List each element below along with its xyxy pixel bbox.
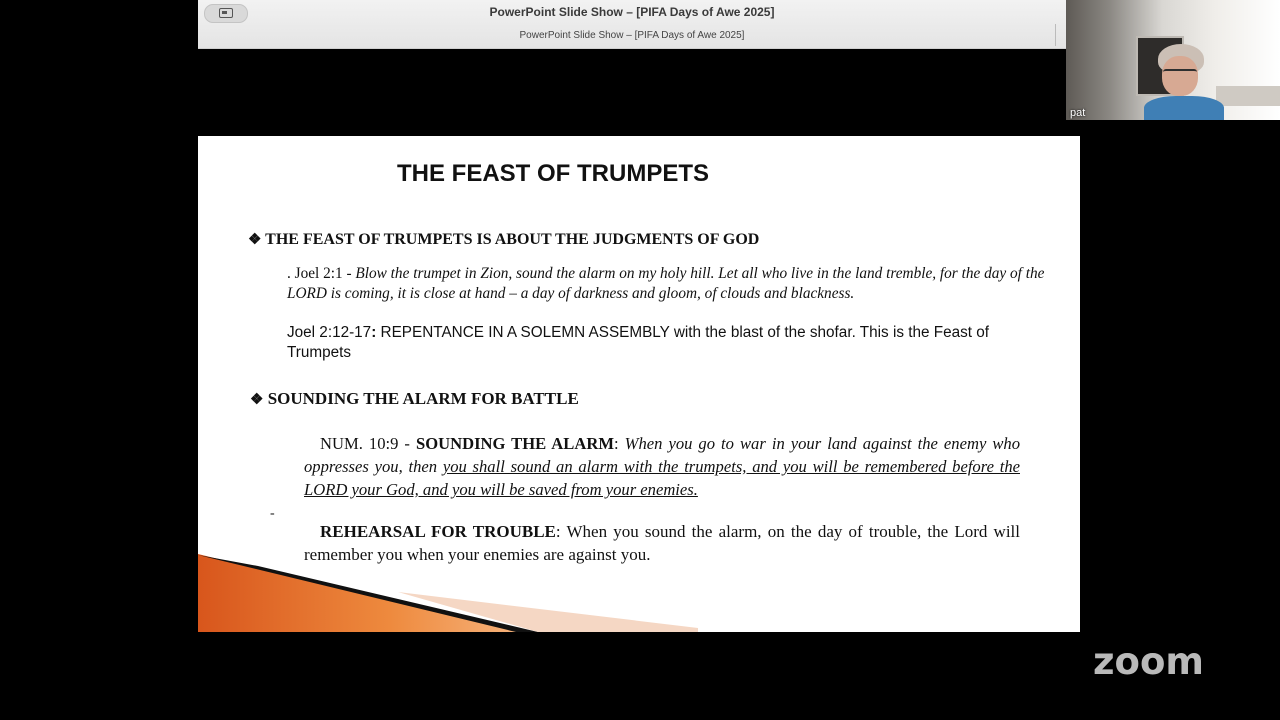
dash-marker: - <box>270 506 275 521</box>
participant-glasses <box>1163 69 1197 78</box>
slideshow-title-bar <box>198 0 1066 49</box>
window-subtitle: PowerPoint Slide Show – [PIFA Days of Awe 2025] <box>519 30 745 41</box>
participant-name: pat <box>1070 107 1086 119</box>
bullet-text: THE FEAST OF TRUMPETS IS ABOUT THE JUDGMENTS OF GOD <box>265 231 760 248</box>
num-heading: SOUNDING THE ALARM <box>415 434 614 453</box>
participant-body <box>1144 96 1224 120</box>
bullet-text: SOUNDING THE ALARM FOR BATTLE <box>267 389 579 408</box>
joel2-colon: : <box>371 324 377 341</box>
diamond-bullet-icon: ❖ <box>248 232 262 248</box>
num-colon: : <box>613 434 619 453</box>
background-shelf <box>1216 86 1280 106</box>
joel2-reference: Joel 2:12-17 <box>287 324 372 341</box>
bullet-judgments <box>248 230 759 249</box>
joel2-text: REPENTANCE IN A SOLEMN ASSEMBLY with the blast of the shofar. This is the Feast of Trumpets <box>287 324 990 361</box>
participant-video[interactable] <box>1066 0 1280 120</box>
scrollbar[interactable] <box>1055 24 1066 46</box>
rehearsal-heading: REHEARSAL FOR TROUBLE <box>320 522 556 541</box>
num-reference: NUM. 10:9 - <box>320 434 416 453</box>
presentation-slide <box>198 136 1080 632</box>
joel-2-1-paragraph <box>287 264 1047 304</box>
slide-title: THE FEAST OF TRUMPETS <box>397 160 709 187</box>
joel-2-12-paragraph <box>287 323 1047 363</box>
bullet-sounding-alarm <box>250 389 579 409</box>
joel-quote: Blow the trumpet in Zion, sound the alarm on my holy hill. Let all who live in the land tremble, for the day of the LORD is coming, it is close at hand – a day of darkness and gloom, of clouds and blackness. <box>287 265 1045 302</box>
joel-reference: . Joel 2:1 - <box>287 265 356 282</box>
num-quote: When you go to war in your land against the enemy who oppresses you, then <box>304 434 1020 476</box>
diamond-bullet-icon: ❖ <box>250 392 264 408</box>
window-title: PowerPoint Slide Show – [PIFA Days of Awe 2025] <box>489 5 775 19</box>
zoom-logo: zoom <box>1093 640 1204 683</box>
slide-decoration <box>198 536 1080 632</box>
numbers-10-9-paragraph <box>304 432 1020 501</box>
num-underlined-quote: you shall sound an alarm with the trumpets, and you will be remembered before the LORD your God, and you will be saved from your enemies. <box>304 457 1020 499</box>
rehearsal-text: : When you sound the alarm, on the day of trouble, the Lord will remember you when your enemies are against you. <box>304 522 1020 564</box>
